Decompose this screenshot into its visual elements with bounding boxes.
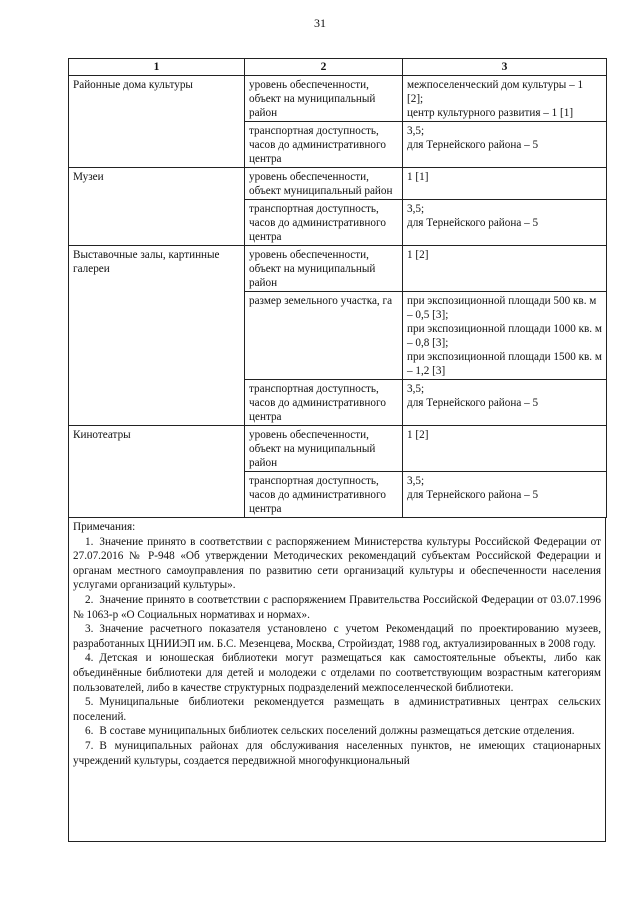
page-number: 31	[314, 16, 326, 30]
object-cell: Выставочные залы, картинные галереи	[69, 246, 245, 426]
value-line: для Тернейского района – 5	[407, 489, 539, 501]
value-line: межпоселенческий дом культуры – 1 [2];	[407, 79, 584, 105]
object-cell: Музеи	[69, 168, 245, 246]
note-text: Значение принято в соответствии с распоряжением Министерства культуры Российской Федерации от 27.07.2016 № Р-948 «Об утверждении Методических рекомендаций субъектам Российской Федерации и органам местного самоуправления по развитию сети организаций культуры и обеспеченности населения услугами организаций культуры».	[73, 535, 601, 592]
indicator-cell: транспортная доступность, часов до административного центра	[245, 380, 403, 426]
value-cell	[403, 292, 607, 380]
notes-heading: Примечания:	[73, 521, 136, 533]
note-number: 3.	[85, 623, 94, 636]
value-cell	[403, 426, 607, 472]
value-line: при экспозиционной площади 500 кв. м – 0,5 [3];	[407, 295, 597, 321]
value-line: центр культурного развития – 1 [1]	[407, 107, 574, 119]
value-cell	[403, 76, 607, 122]
note-number: 2.	[85, 593, 94, 606]
value-cell	[403, 122, 607, 168]
table-row	[69, 76, 607, 122]
indicator-cell: уровень обеспеченности, объект на муниципальный район	[245, 246, 403, 292]
note-item	[73, 695, 601, 724]
value-cell	[403, 168, 607, 200]
note-number: 5.	[85, 696, 94, 709]
header-col-2: 2	[245, 59, 403, 76]
note-item	[73, 622, 601, 651]
table-row	[69, 426, 607, 472]
indicator-cell: транспортная доступность, часов до административного центра	[245, 472, 403, 518]
note-text: Детская и юношеская библиотеки могут размещаться как самостоятельные объекты, либо как объединённые библиотеки для детей и молодежи с отделами по соответствующим возрастным категориям пользователей, либо в качестве структурных подразделений межпоселенческой библиотеки.	[73, 652, 601, 694]
note-item	[73, 724, 601, 739]
header-col-1: 1	[69, 59, 245, 76]
value-line: для Тернейского района – 5	[407, 397, 539, 409]
value-line: 3,5;	[407, 125, 425, 137]
note-item	[73, 535, 601, 593]
note-text: Значение расчетного показателя установлено с учетом Рекомендаций по проектированию музеев, разработанных ЦНИИЭП им. Б.С. Мезенцева, Москва, Стройиздат, 1988 год, актуализированных в 2008 году.	[73, 623, 601, 650]
header-col-3: 3	[403, 59, 607, 76]
note-text: Значение принято в соответствии с распоряжением Правительства Российской Федерации от 03.07.1996 № 1063-р «О Социальных нормативах и нормах».	[73, 593, 601, 621]
note-number: 7.	[85, 739, 94, 752]
note-item	[73, 593, 601, 622]
value-line: для Тернейского района – 5	[407, 217, 539, 229]
note-text: В муниципальных районах для обслуживания населенных пунктов, не имеющих стационарных учреждений культуры, создается передвижной многофункциональный	[73, 739, 601, 767]
note-item	[73, 739, 601, 768]
indicator-cell: транспортная доступность, часов до административного центра	[245, 200, 403, 246]
note-number: 4.	[85, 652, 94, 665]
value-line: при экспозиционной площади 1500 кв. м – 1,2 [3]	[407, 351, 602, 377]
value-line: 3,5;	[407, 383, 425, 395]
object-cell: Кинотеатры	[69, 426, 245, 518]
note-number: 1.	[85, 535, 94, 548]
table-row	[69, 246, 607, 292]
value-line: 1 [2]	[407, 249, 429, 261]
value-cell	[403, 200, 607, 246]
indicator-cell: уровень обеспеченности, объект на муниципальный район	[245, 426, 403, 472]
value-cell	[403, 380, 607, 426]
note-text: В составе муниципальных библиотек сельских поселений должны размещаться детские отделения.	[99, 725, 575, 738]
table-row	[69, 168, 607, 200]
value-line: при экспозиционной площади 1000 кв. м – 0,8 [3];	[407, 323, 602, 349]
note-text: Муниципальные библиотеки рекомендуется размещать в административных центрах сельских поселений.	[73, 696, 601, 723]
indicator-cell: размер земельного участка, га	[245, 292, 403, 380]
table-header-row	[69, 59, 607, 76]
note-item	[73, 651, 601, 695]
value-line: для Тернейского района – 5	[407, 139, 539, 151]
notes-section	[68, 518, 606, 842]
standards-table	[68, 58, 607, 518]
value-cell	[403, 472, 607, 518]
indicator-cell: уровень обеспеченности, объект на муниципальный район	[245, 76, 403, 122]
note-number: 6.	[85, 725, 94, 738]
value-line: 1 [2]	[407, 429, 429, 441]
document-body	[68, 58, 606, 842]
value-line: 3,5;	[407, 203, 425, 215]
value-line: 1 [1]	[407, 171, 429, 183]
value-cell	[403, 246, 607, 292]
object-cell: Районные дома культуры	[69, 76, 245, 168]
indicator-cell: уровень обеспеченности, объект муниципальный район	[245, 168, 403, 200]
value-line: 3,5;	[407, 475, 425, 487]
indicator-cell: транспортная доступность, часов до административного центра	[245, 122, 403, 168]
